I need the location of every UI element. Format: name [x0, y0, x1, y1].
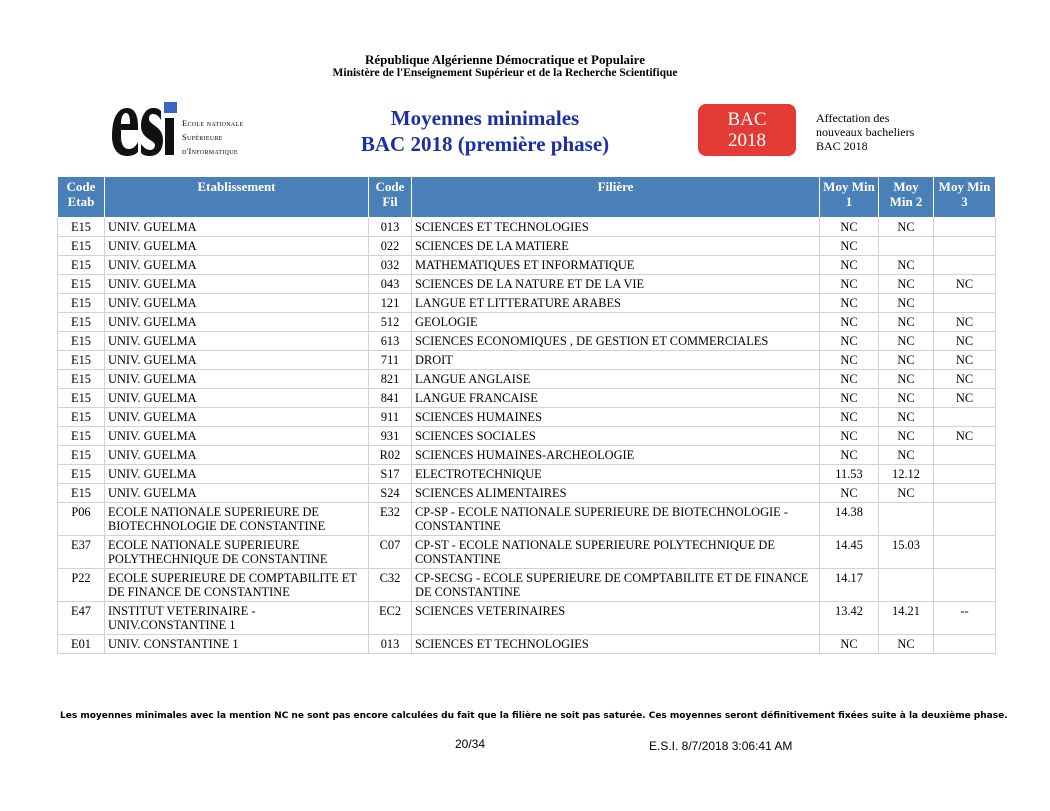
cell-filiere: CP-SECSG - ECOLE SUPERIEURE DE COMPTABILITE ET DE FINANCE DE CONSTANTINE: [412, 569, 820, 602]
cell-filiere: LANGUE ANGLAISE: [412, 370, 820, 389]
table-row: [58, 635, 996, 654]
cell-moy-min-1: NC: [820, 275, 879, 294]
cell-code-etab: E15: [58, 256, 105, 275]
cell-moy-min-1: NC: [820, 389, 879, 408]
cell-moy-min-2: [879, 237, 934, 256]
cell-code-fil: 121: [369, 294, 412, 313]
table-row: [58, 256, 996, 275]
cell-moy-min-2: NC: [879, 256, 934, 275]
cell-code-etab: E15: [58, 389, 105, 408]
cell-etablissement: ECOLE NATIONALE SUPERIEURE DE BIOTECHNOLOGIE DE CONSTANTINE: [105, 503, 369, 536]
cell-moy-min-3: NC: [934, 427, 996, 446]
cell-moy-min-1: 11.53: [820, 465, 879, 484]
page-number: 20/34: [455, 737, 486, 751]
cell-code-fil: C32: [369, 569, 412, 602]
cell-etablissement: UNIV. CONSTANTINE 1: [105, 635, 369, 654]
cell-code-etab: E15: [58, 370, 105, 389]
cell-moy-min-2: NC: [879, 275, 934, 294]
cell-filiere: SCIENCES HUMAINES: [412, 408, 820, 427]
cell-filiere: LANGUE ET LITTERATURE ARABES: [412, 294, 820, 313]
cell-filiere: GEOLOGIE: [412, 313, 820, 332]
table-row: [58, 503, 996, 536]
cell-etablissement: UNIV. GUELMA: [105, 446, 369, 465]
cell-etablissement: UNIV. GUELMA: [105, 389, 369, 408]
cell-filiere: CP-ST - ECOLE NATIONALE SUPERIEURE POLYTECHNIQUE DE CONSTANTINE: [412, 536, 820, 569]
bac-2018-badge: [698, 104, 796, 156]
cell-code-etab: E15: [58, 332, 105, 351]
table-row: [58, 484, 996, 503]
cell-moy-min-1: 14.38: [820, 503, 879, 536]
table-row: [58, 427, 996, 446]
cell-moy-min-1: NC: [820, 635, 879, 654]
cell-etablissement: ECOLE NATIONALE SUPERIEURE POLYTHECHNIQUE DE CONSTANTINE: [105, 536, 369, 569]
badge-line1: BAC: [727, 109, 767, 130]
badge-line2: 2018: [728, 130, 766, 151]
cell-moy-min-1: NC: [820, 313, 879, 332]
column-header-etablissement: Etablissement: [105, 177, 369, 218]
esi-logo: [110, 100, 260, 160]
table-row: [58, 465, 996, 484]
cell-moy-min-2: NC: [879, 294, 934, 313]
title-line1: Moyennes minimales: [390, 106, 580, 130]
cell-moy-min-2: NC: [879, 635, 934, 654]
cell-moy-min-2: NC: [879, 484, 934, 503]
table-row: [58, 536, 996, 569]
cell-moy-min-3: NC: [934, 351, 996, 370]
cell-code-etab: E15: [58, 275, 105, 294]
cell-code-fil: 512: [369, 313, 412, 332]
cell-moy-min-3: NC: [934, 275, 996, 294]
cell-moy-min-2: 14.21: [879, 602, 934, 635]
cell-code-etab: E37: [58, 536, 105, 569]
cell-moy-min-2: [879, 503, 934, 536]
title-line2: BAC 2018 (première phase): [360, 132, 610, 156]
side-note-line3: BAC 2018: [816, 139, 868, 153]
table-row: [58, 313, 996, 332]
cell-moy-min-3: [934, 446, 996, 465]
cell-moy-min-2: NC: [879, 389, 934, 408]
table-header-row: [58, 177, 996, 218]
table-row: [58, 408, 996, 427]
cell-moy-min-2: NC: [879, 332, 934, 351]
column-header-filiere: Filière: [412, 177, 820, 218]
cell-code-fil: E32: [369, 503, 412, 536]
cell-code-fil: 022: [369, 237, 412, 256]
cell-moy-min-1: NC: [820, 237, 879, 256]
table-row: [58, 237, 996, 256]
esi-logo-text: [182, 116, 243, 158]
column-header-moy-min-1: Moy Min 1: [820, 177, 879, 218]
cell-moy-min-1: 13.42: [820, 602, 879, 635]
cell-moy-min-2: NC: [879, 427, 934, 446]
cell-moy-min-2: NC: [879, 370, 934, 389]
ministry-heading: Ministère de l'Enseignement Supérieur et de la Recherche Scientifique: [332, 67, 678, 79]
cell-moy-min-2: NC: [879, 218, 934, 237]
cell-filiere: SCIENCES HUMAINES-ARCHEOLOGIE: [412, 446, 820, 465]
cell-moy-min-2: 12.12: [879, 465, 934, 484]
cell-code-fil: 032: [369, 256, 412, 275]
cell-code-etab: E47: [58, 602, 105, 635]
cell-code-etab: E15: [58, 427, 105, 446]
side-note-line1: Affectation des: [816, 111, 890, 125]
cell-code-fil: 043: [369, 275, 412, 294]
table-row: [58, 275, 996, 294]
cell-etablissement: UNIV. GUELMA: [105, 484, 369, 503]
cell-code-etab: E15: [58, 313, 105, 332]
cell-moy-min-1: 14.17: [820, 569, 879, 602]
cell-code-etab: P22: [58, 569, 105, 602]
cell-moy-min-3: NC: [934, 370, 996, 389]
cell-code-fil: EC2: [369, 602, 412, 635]
cell-moy-min-1: NC: [820, 408, 879, 427]
cell-code-fil: R02: [369, 446, 412, 465]
cell-code-fil: 931: [369, 427, 412, 446]
logo-text-line2: Supérieure: [182, 132, 223, 142]
cell-etablissement: UNIV. GUELMA: [105, 332, 369, 351]
cell-code-etab: E15: [58, 408, 105, 427]
cell-moy-min-2: NC: [879, 408, 934, 427]
cell-moy-min-3: [934, 536, 996, 569]
cell-etablissement: UNIV. GUELMA: [105, 237, 369, 256]
cell-etablissement: UNIV. GUELMA: [105, 218, 369, 237]
cell-code-etab: E15: [58, 484, 105, 503]
cell-code-fil: 613: [369, 332, 412, 351]
cell-moy-min-2: NC: [879, 446, 934, 465]
cell-code-fil: S24: [369, 484, 412, 503]
cell-etablissement: UNIV. GUELMA: [105, 408, 369, 427]
cell-filiere: SCIENCES DE LA NATURE ET DE LA VIE: [412, 275, 820, 294]
cell-code-fil: 711: [369, 351, 412, 370]
table-row: [58, 569, 996, 602]
cell-moy-min-1: NC: [820, 370, 879, 389]
cell-moy-min-3: [934, 465, 996, 484]
cell-moy-min-2: [879, 569, 934, 602]
cell-filiere: SCIENCES ET TECHNOLOGIES: [412, 635, 820, 654]
table-body: [58, 218, 996, 654]
cell-code-fil: C07: [369, 536, 412, 569]
cell-moy-min-3: [934, 484, 996, 503]
table-row: [58, 370, 996, 389]
cell-code-fil: 841: [369, 389, 412, 408]
cell-moy-min-3: NC: [934, 332, 996, 351]
cell-code-etab: E15: [58, 446, 105, 465]
cell-moy-min-3: [934, 218, 996, 237]
cell-moy-min-1: 14.45: [820, 536, 879, 569]
column-header-moy-min-3: Moy Min 3: [934, 177, 996, 218]
cell-code-etab: E15: [58, 351, 105, 370]
logo-text-line3: d'Informatique: [182, 146, 238, 156]
cell-moy-min-3: [934, 237, 996, 256]
results-table: [57, 176, 996, 654]
cell-code-fil: 013: [369, 218, 412, 237]
document-title: [320, 105, 650, 157]
cell-etablissement: UNIV. GUELMA: [105, 275, 369, 294]
cell-code-fil: 013: [369, 635, 412, 654]
table-row: [58, 332, 996, 351]
cell-moy-min-1: NC: [820, 256, 879, 275]
cell-filiere: CP-SP - ECOLE NATIONALE SUPERIEURE DE BIOTECHNOLOGIE - CONSTANTINE: [412, 503, 820, 536]
print-timestamp: E.S.I. 8/7/2018 3:06:41 AM: [649, 739, 793, 753]
cell-moy-min-1: NC: [820, 446, 879, 465]
cell-moy-min-2: 15.03: [879, 536, 934, 569]
cell-etablissement: UNIV. GUELMA: [105, 351, 369, 370]
cell-code-etab: P06: [58, 503, 105, 536]
cell-filiere: SCIENCES ET TECHNOLOGIES: [412, 218, 820, 237]
cell-moy-min-3: [934, 569, 996, 602]
cell-filiere: LANGUE FRANCAISE: [412, 389, 820, 408]
cell-moy-min-1: NC: [820, 484, 879, 503]
cell-moy-min-1: NC: [820, 332, 879, 351]
affectation-note: [816, 111, 914, 153]
cell-moy-min-1: NC: [820, 427, 879, 446]
cell-moy-min-3: NC: [934, 389, 996, 408]
cell-code-fil: 911: [369, 408, 412, 427]
cell-etablissement: UNIV. GUELMA: [105, 427, 369, 446]
cell-filiere: SCIENCES VETERINAIRES: [412, 602, 820, 635]
table-row: [58, 218, 996, 237]
cell-filiere: DROIT: [412, 351, 820, 370]
logo-text-line1: Ecole nationale: [182, 118, 244, 128]
side-note-line2: nouveaux bacheliers: [816, 125, 915, 139]
cell-moy-min-3: --: [934, 602, 996, 635]
table-row: [58, 351, 996, 370]
cell-moy-min-3: [934, 256, 996, 275]
table-row: [58, 602, 996, 635]
cell-filiere: SCIENCES SOCIALES: [412, 427, 820, 446]
cell-moy-min-3: [934, 408, 996, 427]
cell-filiere: SCIENCES DE LA MATIERE: [412, 237, 820, 256]
cell-filiere: MATHEMATIQUES ET INFORMATIQUE: [412, 256, 820, 275]
cell-code-fil: 821: [369, 370, 412, 389]
cell-filiere: SCIENCES ALIMENTAIRES: [412, 484, 820, 503]
cell-etablissement: ECOLE SUPERIEURE DE COMPTABILITE ET DE FINANCE DE CONSTANTINE: [105, 569, 369, 602]
cell-filiere: SCIENCES ECONOMIQUES , DE GESTION ET COMMERCIALES: [412, 332, 820, 351]
cell-filiere: ELECTROTECHNIQUE: [412, 465, 820, 484]
cell-etablissement: INSTITUT VETERINAIRE - UNIV.CONSTANTINE 1: [105, 602, 369, 635]
cell-code-etab: E15: [58, 294, 105, 313]
cell-code-etab: E15: [58, 237, 105, 256]
republic-heading: République Algérienne Démocratique et Populaire: [365, 52, 645, 67]
footnote: Les moyennes minimales avec la mention NC ne sont pas encore calculées du fait que la filière ne soit pas saturée. Ces moyennes seront définitivement fixées suite à la deuxième phase.: [60, 711, 1008, 721]
table-row: [58, 294, 996, 313]
cell-etablissement: UNIV. GUELMA: [105, 370, 369, 389]
cell-etablissement: UNIV. GUELMA: [105, 294, 369, 313]
cell-etablissement: UNIV. GUELMA: [105, 256, 369, 275]
cell-moy-min-3: [934, 635, 996, 654]
cell-moy-min-3: [934, 294, 996, 313]
cell-code-fil: S17: [369, 465, 412, 484]
cell-moy-min-1: NC: [820, 218, 879, 237]
cell-moy-min-2: NC: [879, 313, 934, 332]
cell-moy-min-2: NC: [879, 351, 934, 370]
table-row: [58, 389, 996, 408]
cell-moy-min-3: NC: [934, 313, 996, 332]
cell-moy-min-1: NC: [820, 294, 879, 313]
cell-code-etab: E15: [58, 465, 105, 484]
column-header-moy-min-2: Moy Min 2: [879, 177, 934, 218]
cell-moy-min-1: NC: [820, 351, 879, 370]
column-header-code-etab: Code Etab: [58, 177, 105, 218]
cell-moy-min-3: [934, 503, 996, 536]
cell-code-etab: E15: [58, 218, 105, 237]
cell-etablissement: UNIV. GUELMA: [105, 465, 369, 484]
cell-code-etab: E01: [58, 635, 105, 654]
column-header-code-fil: Code Fil: [369, 177, 412, 218]
table-row: [58, 446, 996, 465]
esi-logo-mark: [110, 100, 178, 158]
cell-etablissement: UNIV. GUELMA: [105, 313, 369, 332]
